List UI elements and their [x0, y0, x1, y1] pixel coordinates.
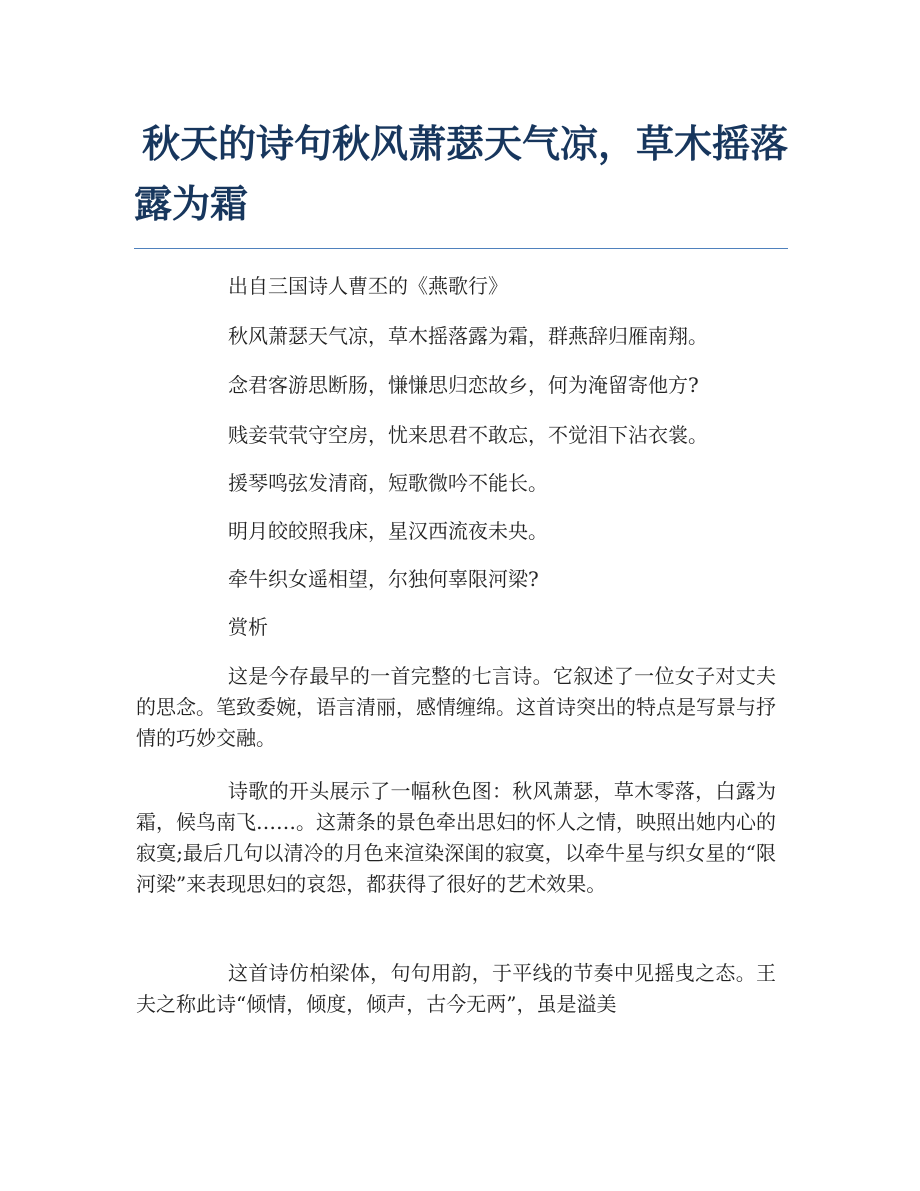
paragraph-3: 这首诗仿柏梁体，句句用韵，于平线的节奏中见摇曳之态。王夫之称此诗“倾情，倾度，倾声，古今无两”，虽是溢美	[136, 961, 776, 1016]
poem-line-3: 贱妾茕茕守空房，忧来思君不敢忘，不觉泪下沾衣裳。	[228, 423, 708, 447]
poem-line-4: 援琴鸣弦发清商，短歌微吟不能长。	[228, 471, 548, 495]
poem-line-5: 明月皎皎照我床，星汉西流夜未央。	[228, 519, 548, 543]
section-heading-appreciation: 赏析	[228, 615, 268, 639]
source-line: 出自三国诗人曹丕的《燕歌行》	[228, 274, 508, 298]
paragraph-2: 诗歌的开头展示了一幅秋色图：秋风萧瑟，草木零落，白露为霜，候鸟南飞……。这萧条的景色牵出思妇的怀人之情，映照出她内心的寂寞;最后几句以清冷的月色来渲染深闺的寂寞，以牵牛星与织女星的“限河梁”来表现思妇的哀怨，都获得了很好的艺术效果。	[136, 779, 776, 896]
title-divider	[134, 248, 788, 249]
poem-line-1: 秋风萧瑟天气凉，草木摇落露为霜，群燕辞归雁南翔。	[228, 324, 708, 348]
paragraph-1: 这是今存最早的一首完整的七言诗。它叙述了一位女子对丈夫的思念。笔致委婉，语言清丽，感情缠绵。这首诗突出的特点是写景与抒情的巧妙交融。	[136, 664, 776, 750]
page-title: 秋天的诗句秋风萧瑟天气凉，草木摇落露为霜	[134, 122, 789, 226]
poem-line-2: 念君客游思断肠，慊慊思归恋故乡，何为淹留寄他方?	[228, 373, 699, 397]
poem-line-6: 牵牛织女遥相望，尔独何辜限河梁?	[228, 567, 539, 591]
